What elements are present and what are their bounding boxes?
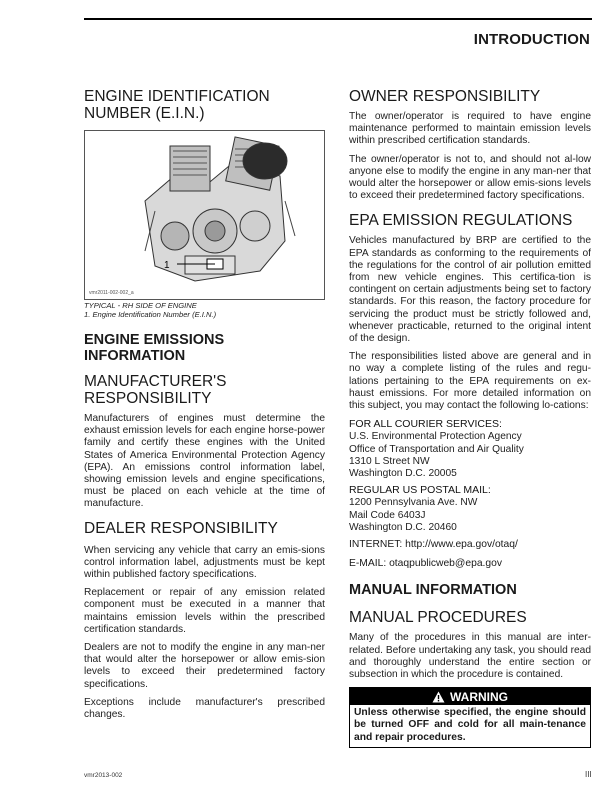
figure-callout-1: 1 bbox=[164, 260, 170, 271]
courier-contact bbox=[349, 418, 591, 480]
postal-line: Mail Code 6403J bbox=[349, 509, 426, 521]
dealer-paragraph-1: When servicing any vehicle that carry an emis-sions control information label, adjustments must be kept within published factory specifications. bbox=[84, 544, 325, 581]
left-column bbox=[84, 88, 325, 727]
internet-line bbox=[349, 538, 591, 551]
engine-figure bbox=[84, 130, 325, 300]
email-link[interactable]: otaqpublicweb@epa.gov bbox=[389, 558, 503, 570]
epa-heading: EPA EMISSION REGULATIONS bbox=[349, 212, 573, 230]
owner-paragraph-2: The owner/operator is not to, and should not al-low anyone else to modify the engine in any man-ner that would alter the horsepower or allow emis-sions levels to exceed their predetermined factory specifications. bbox=[349, 153, 591, 202]
header-rule bbox=[84, 18, 592, 20]
warning-header bbox=[350, 688, 590, 705]
email-label: E-MAIL: bbox=[349, 558, 387, 570]
emissions-heading-line-2: INFORMATION bbox=[84, 348, 186, 364]
manual-procedures-heading: MANUAL PROCEDURES bbox=[349, 609, 527, 627]
manual-info-heading: MANUAL INFORMATION bbox=[349, 582, 517, 599]
courier-line: 1310 L Street NW bbox=[349, 455, 430, 467]
postal-line: 1200 Pennsylvania Ave. NW bbox=[349, 497, 478, 509]
ein-heading-line-1: ENGINE IDENTIFICATION bbox=[84, 88, 270, 105]
ein-heading-line-2: NUMBER (E.I.N.) bbox=[84, 105, 205, 122]
postal-line: Washington D.C. 20460 bbox=[349, 522, 457, 534]
dealer-paragraph-2: Replacement or repair of any emission related component must be executed in a manner that maintains emission levels within the prescribed certification standards. bbox=[84, 587, 325, 635]
dealer-paragraph-4: Exceptions include manufacturer's prescribed changes. bbox=[84, 696, 325, 721]
manufacturer-heading-line-1: MANUFACTURER'S bbox=[84, 373, 227, 390]
figure-caption bbox=[84, 301, 325, 319]
right-column bbox=[349, 88, 591, 748]
courier-line: Washington D.C. 20005 bbox=[349, 468, 457, 480]
figure-caption-title: TYPICAL - RH SIDE OF ENGINE bbox=[84, 301, 197, 310]
courier-line: Office of Transportation and Air Quality bbox=[349, 443, 524, 455]
footer-page-number: III bbox=[585, 770, 592, 779]
email-line bbox=[349, 557, 591, 570]
ein-heading bbox=[84, 88, 325, 122]
dealer-heading: DEALER RESPONSIBILITY bbox=[84, 519, 278, 537]
figure-id: vmr2011-002-002_a bbox=[89, 290, 134, 296]
postal-contact bbox=[349, 484, 591, 534]
manufacturer-heading-line-2: RESPONSIBILITY bbox=[84, 390, 212, 407]
epa-paragraph-2: The responsibilities listed above are general and in no way a complete listing of the rules and regu-lations pertaining to the EPA requirements on ex-haust emissions. For more detailed information on this subject, you may contact the following lo-cations: bbox=[349, 351, 591, 412]
engine-illustration bbox=[85, 131, 324, 299]
warning-box bbox=[349, 687, 591, 748]
warning-title: WARNING bbox=[450, 689, 508, 704]
courier-line: U.S. Environmental Protection Agency bbox=[349, 431, 522, 443]
internet-link[interactable]: http://www.epa.gov/otaq/ bbox=[405, 539, 518, 551]
manufacturer-heading bbox=[84, 373, 325, 407]
dealer-paragraph-3: Dealers are not to modify the engine in any man-ner that would alter the horsepower or allow emis-sion levels to exceed their predetermined factory specifications. bbox=[84, 642, 325, 690]
courier-heading: FOR ALL COURIER SERVICES: bbox=[349, 418, 502, 431]
manufacturer-paragraph: Manufacturers of engines must determine the exhaust emission levels for each engine horse-power family and certify these engines with the United States of America Environmental Protection Agency (EPA). An emissions control information label, showing emission levels and engine specifications, must be placed on each vehicle at the time of manufacture. bbox=[84, 413, 325, 510]
footer-doc-code: vmr2013-002 bbox=[84, 772, 123, 779]
figure-caption-item: 1. Engine Identification Number (E.I.N.) bbox=[84, 310, 217, 319]
emissions-heading-line-1: ENGINE EMISSIONS bbox=[84, 332, 225, 348]
emissions-heading bbox=[84, 332, 325, 364]
epa-paragraph-1: Vehicles manufactured by BRP are certified to the EPA standards as conforming to the requirements of the regulations for the control of air pollution emitted from new vehicle engines. This certifica-tion is contingent on certain adjustments being set to factory standards. For this reason, the factory procedure for servicing the product must be strictly followed and, whenever practicable, returned to the original intent of the design. bbox=[349, 235, 591, 345]
internet-label: INTERNET: bbox=[349, 539, 403, 551]
manual-paragraph: Many of the procedures in this manual are inter-related. Before undertaking any task, you should read and thoroughly understand the entire section or subsection in which the procedure is contained. bbox=[349, 632, 591, 680]
postal-heading: REGULAR US POSTAL MAIL: bbox=[349, 484, 491, 497]
warning-triangle-icon bbox=[432, 691, 445, 703]
owner-heading: OWNER RESPONSIBILITY bbox=[349, 88, 541, 105]
owner-paragraph-1: The owner/operator is required to have engine maintenance performed to maintain emission levels within prescribed certification standards. bbox=[349, 111, 591, 147]
page-title: INTRODUCTION bbox=[473, 31, 590, 48]
warning-text: Unless otherwise specified, the engine should be turned OFF and cold for all main-tenance and repair procedures. bbox=[354, 707, 586, 743]
